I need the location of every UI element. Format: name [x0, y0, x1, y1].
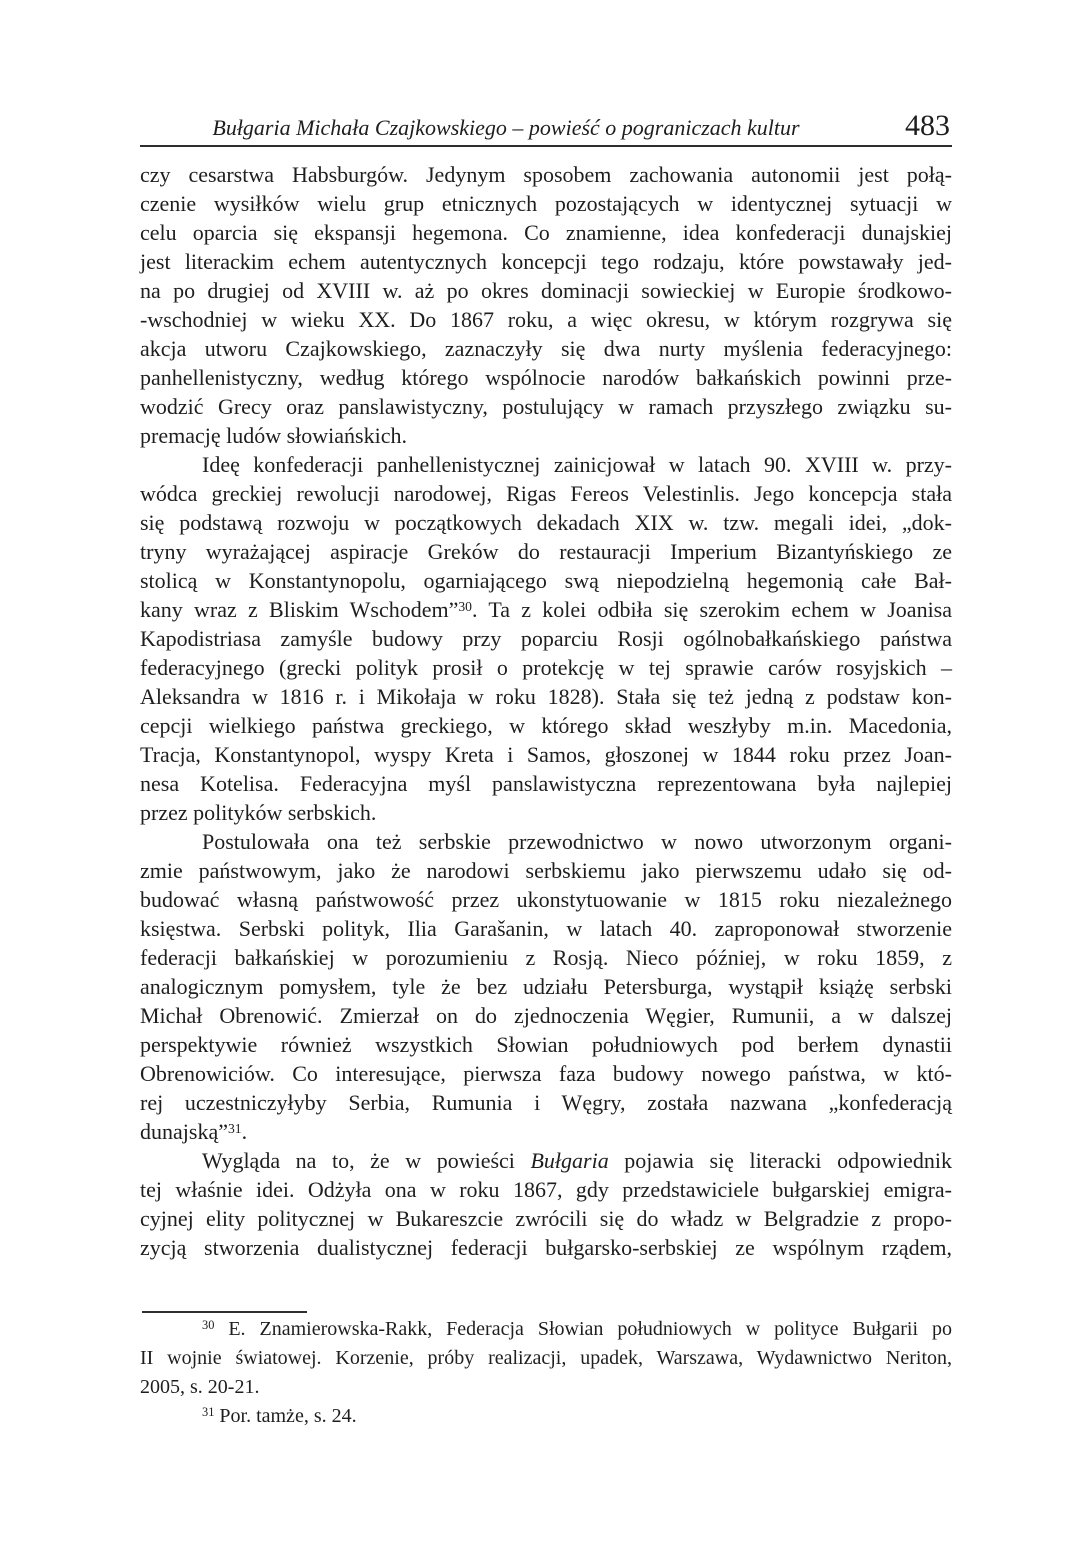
text-segment: zycją stworzenia dualistycznej federacji bułgarsko-serbskiej ze wspólnym rządem,: [140, 1235, 952, 1260]
text-segment: budować własną państwowość przez ukonstytuowanie w 1815 roku niezależnego: [140, 887, 952, 912]
text-segment: Aleksandra w 1816 r. i Mikołaja w roku 1828). Stała się też jedną z podstaw kon-: [140, 684, 952, 709]
text-segment: E. Znamierowska-Rakk, Federacja Słowian południowych w polityce Bułgarii po: [214, 1318, 952, 1340]
body-text: [140, 160, 952, 1262]
text-line: [140, 624, 952, 653]
text-line: [140, 334, 952, 363]
text-line: [140, 276, 952, 305]
text-line: [140, 972, 952, 1001]
text-segment: Michał Obrenowić. Zmierzał on do zjednoczenia Węgier, Rumunii, a w dalszej: [140, 1003, 952, 1028]
text-line: [140, 450, 952, 479]
text-segment: II wojnie światowej. Korzenie, próby realizacji, upadek, Warszawa, Wydawnictwo Neriton,: [140, 1347, 952, 1369]
text-line: [140, 247, 952, 276]
text-line: [140, 537, 952, 566]
text-segment: Ideę konfederacji panhellenistycznej zainicjował w latach 90. XVIII w. przy-: [202, 452, 952, 477]
text-line: [140, 856, 952, 885]
text-line: [140, 508, 952, 537]
text-segment: premację ludów słowiańskich.: [140, 423, 407, 448]
text-segment: analogicznym pomysłem, tyle że bez udziału Petersburga, wystąpił książę serbski: [140, 974, 952, 999]
text-line: [140, 1001, 952, 1030]
text-line: [140, 1344, 952, 1373]
text-segment: akcja utworu Czajkowskiego, zaznaczyły się dwa nurty myślenia federacyjnego:: [140, 336, 952, 361]
text-segment: stolicą w Konstantynopolu, ogarniającego swą niepodzielną hegemonią całe Bał-: [140, 568, 952, 593]
text-segment: księstwa. Serbski polityk, Ilia Garašanin, w latach 40. zaproponował stworzenie: [140, 916, 952, 941]
footnote-ref: 30: [458, 598, 472, 614]
text-line: [140, 740, 952, 769]
text-segment: się podstawą rozwoju w początkowych dekadach XIX w. tzw. megali idei, „dok-: [140, 510, 952, 535]
text-segment: czy cesarstwa Habsburgów. Jedynym sposobem zachowania autonomii jest połą-: [140, 162, 952, 187]
text-line: [140, 885, 952, 914]
text-line: [140, 1117, 952, 1146]
text-line: [140, 914, 952, 943]
text-line: [140, 711, 952, 740]
text-segment: zmie państwowym, jako że narodowi serbskiemu jako pierwszemu udało się od-: [140, 858, 952, 883]
text-segment: .: [241, 1119, 248, 1144]
text-line: [140, 1030, 952, 1059]
text-segment: cyjnej elity politycznej w Bukareszcie zwrócili się do władz w Belgradzie z propo-: [140, 1206, 952, 1231]
text-line: [140, 479, 952, 508]
text-segment: Kapodistriasa zamyśle budowy przy poparciu Rosji ogólnobałkańskiego państwa: [140, 626, 952, 651]
text-line: [140, 1373, 952, 1402]
text-segment: wodzić Grecy oraz panslawistyczny, postulujący w ramach przyszłego związku su-: [140, 394, 952, 419]
text-segment: kany wraz z Bliskim Wschodem”: [140, 597, 459, 622]
text-line: [140, 392, 952, 421]
text-line: [140, 305, 952, 334]
text-line: [140, 1315, 952, 1344]
text-line: [140, 1059, 952, 1088]
italic-title-text: Bułgaria: [530, 1148, 609, 1173]
text-segment: Wygląda na to, że w powieści: [202, 1148, 531, 1173]
text-segment: tej właśnie idei. Odżyła ona w roku 1867, gdy przedstawiciele bułgarskiej emigra-: [140, 1177, 952, 1202]
text-line: [140, 363, 952, 392]
running-head-title: Bułgaria Michała Czajkowskiego – powieść o pograniczach kultur: [212, 115, 800, 140]
text-segment: Postulowała ona też serbskie przewodnictwo w nowo utworzonym organi-: [202, 829, 952, 854]
text-line: [140, 218, 952, 247]
text-line: [140, 595, 952, 624]
text-segment: federacji bałkańskiej w porozumieniu z Rosją. Nieco później, w roku 1859, z: [140, 945, 952, 970]
text-segment: cepcji wielkiego państwa greckiego, w którego skład weszłyby m.in. Macedonia,: [140, 713, 952, 738]
text-line: [140, 769, 952, 798]
page-number: 483: [905, 109, 950, 142]
text-segment: federacyjnego (grecki polityk prosił o protekcję w tej sprawie carów rosyjskich –: [140, 655, 952, 680]
page-header: [140, 0, 952, 147]
text-line: [140, 421, 952, 450]
text-segment: nesa Kotelisa. Federacyjna myśl panslawistyczna reprezentowana była najlepiej: [140, 771, 952, 796]
text-line: [140, 1204, 952, 1233]
text-line: [140, 1175, 952, 1204]
text-segment: perspektywie również wszystkich Słowian południowych pod berłem dynastii: [140, 1032, 952, 1057]
text-line: [140, 827, 952, 856]
footnote-separator: [142, 1311, 307, 1313]
text-line: [140, 1146, 952, 1175]
text-line: [140, 943, 952, 972]
text-segment: przez polityków serbskich.: [140, 800, 377, 825]
text-segment: rej uczestniczyłyby Serbia, Rumunia i Węgry, została nazwana „konfederacją: [140, 1090, 952, 1115]
text-line: [140, 1088, 952, 1117]
text-segment: panhellenistyczny, według którego wspólnocie narodów bałkańskich powinni prze-: [140, 365, 952, 390]
text-line: [140, 566, 952, 595]
footnote-number: 31: [202, 1405, 215, 1420]
text-segment: -wschodniej w wieku XX. Do 1867 roku, a więc okresu, w którym rozgrywa się: [140, 307, 952, 332]
text-segment: 2005, s. 20-21.: [140, 1376, 260, 1398]
text-segment: celu oparcia się ekspansji hegemona. Co znamienne, idea konfederacji dunajskiej: [140, 220, 952, 245]
text-segment: pojawia się literacki odpowiednik: [608, 1148, 952, 1173]
text-line: [140, 798, 952, 827]
text-segment: czenie wysiłków wielu grup etnicznych pozostających w identycznej sytuacji w: [140, 191, 952, 216]
text-segment: wódca greckiej rewolucji narodowej, Rigas Fereos Velestinlis. Jego koncepcja stała: [140, 481, 952, 506]
text-line: [140, 682, 952, 711]
footnotes: [140, 1315, 952, 1431]
text-segment: jest literackim echem autentycznych koncepcji tego rodzaju, które powstawały jed-: [140, 249, 952, 274]
text-line: [140, 189, 952, 218]
footnote-ref: 31: [227, 1120, 242, 1136]
text-segment: dunajską”: [140, 1119, 228, 1144]
footnote-number: 30: [202, 1318, 215, 1333]
text-segment: Obrenowiciów. Co interesujące, pierwsza faza budowy nowego państwa, w któ-: [140, 1061, 952, 1086]
text-line: [140, 1402, 952, 1431]
text-line: [140, 653, 952, 682]
text-segment: . Ta z kolei odbiła się szerokim echem w Joanisa: [471, 597, 953, 622]
text-segment: Por. tamże, s. 24.: [214, 1405, 357, 1427]
text-segment: Tracja, Konstantynopol, wyspy Kreta i Samos, głoszonej w 1844 roku przez Joan-: [140, 742, 952, 767]
text-segment: na po drugiej od XVIII w. aż po okres dominacji sowieckiej w Europie środkowo-: [140, 278, 952, 303]
text-line: [140, 1233, 952, 1262]
text-segment: tryny wyrażającej aspiracje Greków do restauracji Imperium Bizantyńskiego ze: [140, 539, 952, 564]
text-line: [140, 160, 952, 189]
